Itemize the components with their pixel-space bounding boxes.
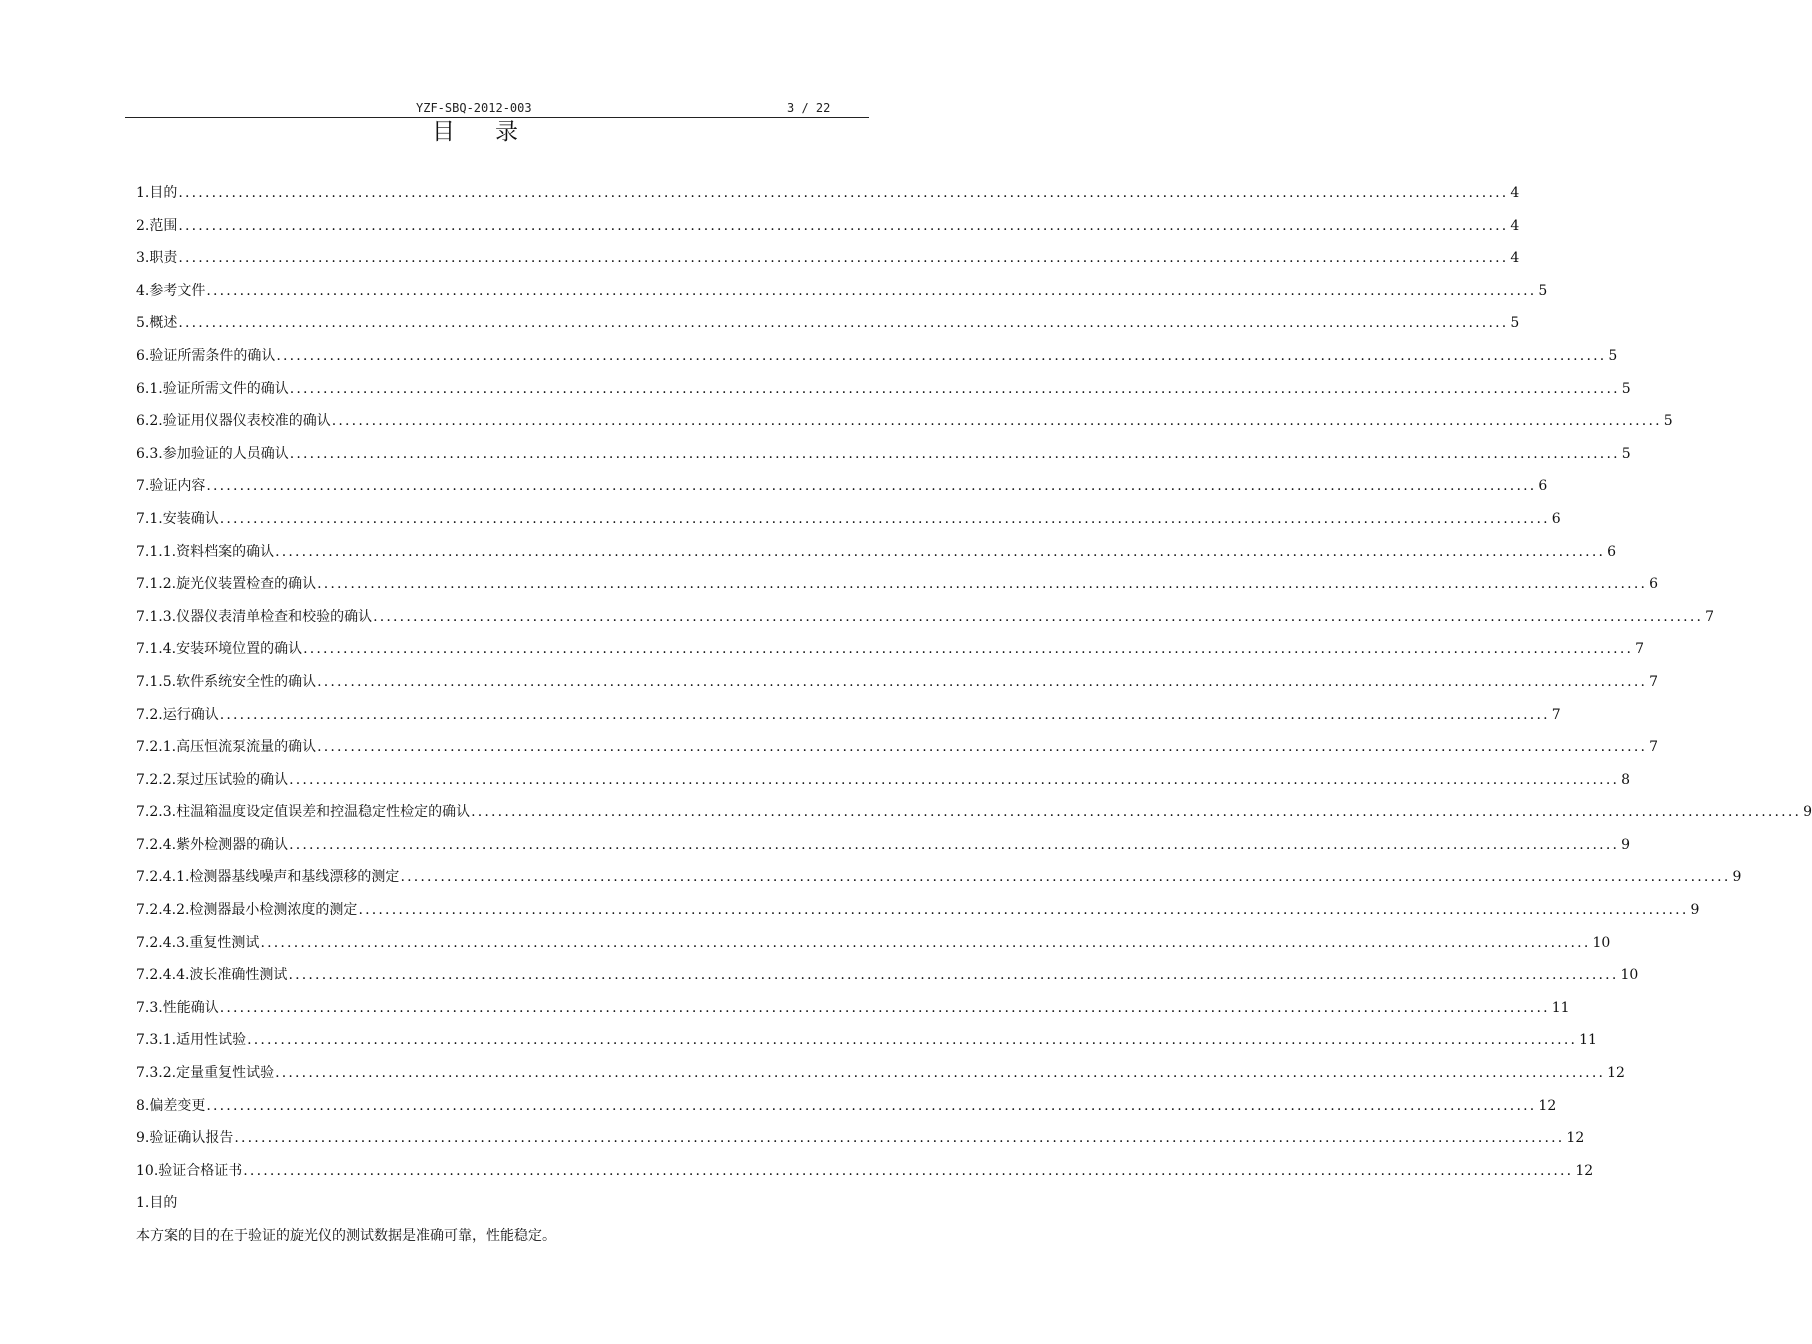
toc-title: 目录 <box>432 119 558 145</box>
toc-entry[interactable] <box>136 929 1611 962</box>
toc-dot-leader: ........................................................................................................................................................................................................ <box>206 478 1537 495</box>
toc-dot-leader: ........................................................................................................................................................................................................ <box>289 836 1620 853</box>
toc-entry[interactable] <box>136 538 1617 571</box>
toc-entry[interactable] <box>136 733 1659 766</box>
toc-entry-page: 7 <box>1705 608 1715 625</box>
toc-entry-page: 7 <box>1551 706 1561 723</box>
toc-dot-leader: ........................................................................................................................................................................................................ <box>219 999 1550 1016</box>
toc-dot-leader: ........................................................................................................................................................................................................ <box>289 445 1620 462</box>
toc-entry[interactable] <box>136 440 1631 473</box>
toc-entry-label: 5.概述 <box>136 315 178 332</box>
toc-entry[interactable] <box>136 896 1700 929</box>
toc-entry-page: 9 <box>1803 804 1812 821</box>
toc-entry-label: 6.验证所需条件的确认 <box>136 347 276 364</box>
toc-dot-leader: ........................................................................................................................................................................................................ <box>206 1097 1537 1114</box>
toc-entry-page: 7 <box>1635 641 1645 658</box>
toc-entry[interactable] <box>136 668 1659 701</box>
toc-entry-label: 7.2.运行确认 <box>136 706 219 723</box>
toc-entry[interactable] <box>136 1092 1557 1125</box>
toc-entry-label: 6.1.验证所需文件的确认 <box>136 380 289 397</box>
toc-entry-label: 6.2.验证用仪器仪表校准的确认 <box>136 413 331 430</box>
toc-entry-page: 5 <box>1538 282 1548 299</box>
toc-entry-page: 5 <box>1663 413 1673 430</box>
toc-dot-leader: ........................................................................................................................................................................................................ <box>471 804 1802 821</box>
toc-entry[interactable] <box>136 212 1520 245</box>
toc-entry-page: 7 <box>1649 739 1659 756</box>
toc-entry-label: 7.1.2.旋光仪装置检查的确认 <box>136 576 317 593</box>
toc-dot-leader: ........................................................................................................................................................................................................ <box>206 282 1537 299</box>
toc-entry[interactable] <box>136 798 1812 831</box>
toc-entry[interactable] <box>136 635 1645 668</box>
toc-entry-page: 7 <box>1649 673 1659 690</box>
toc-entry-label: 10.验证合格证书 <box>136 1162 243 1179</box>
toc-dot-leader: ........................................................................................................................................................................................................ <box>247 1032 1578 1049</box>
toc-entry[interactable] <box>136 863 1742 896</box>
toc-entry-label: 8.偏差变更 <box>136 1097 206 1114</box>
toc-dot-leader: ........................................................................................................................................................................................................ <box>178 250 1509 267</box>
toc-entry-label: 6.3.参加验证的人员确认 <box>136 445 289 462</box>
toc-entry[interactable] <box>136 1157 1594 1190</box>
toc-entry-label: 7.2.4.3.重复性测试 <box>136 934 260 951</box>
toc-entry[interactable] <box>136 570 1659 603</box>
toc-dot-leader: ........................................................................................................................................................................................................ <box>234 1130 1565 1147</box>
toc-dot-leader: ........................................................................................................................................................................................................ <box>303 641 1634 658</box>
toc-entry-page: 4 <box>1510 217 1520 234</box>
table-of-contents <box>136 179 1812 1189</box>
toc-entry[interactable] <box>136 701 1561 734</box>
toc-entry-label: 7.1.3.仪器仪表清单检查和校验的确认 <box>136 608 373 625</box>
toc-entry-page: 5 <box>1510 315 1520 332</box>
toc-entry-page: 4 <box>1510 185 1520 201</box>
toc-entry[interactable] <box>136 1124 1585 1157</box>
toc-entry-label: 7.2.1.高压恒流泵流量的确认 <box>136 739 317 756</box>
toc-dot-leader: ........................................................................................................................................................................................................ <box>178 185 1509 201</box>
toc-entry-page: 4 <box>1510 250 1520 267</box>
toc-entry[interactable] <box>136 994 1570 1027</box>
toc-entry[interactable] <box>136 505 1561 538</box>
toc-dot-leader: ........................................................................................................................................................................................................ <box>358 902 1689 919</box>
toc-entry[interactable] <box>136 277 1548 310</box>
toc-entry-page: 5 <box>1621 380 1631 397</box>
toc-entry-label: 7.1.1.资料档案的确认 <box>136 543 275 560</box>
toc-entry-page: 6 <box>1551 510 1561 527</box>
toc-entry[interactable] <box>136 472 1548 505</box>
toc-entry-page: 12 <box>1575 1162 1594 1179</box>
toc-entry-label: 2.范围 <box>136 217 178 234</box>
toc-entry-page: 9 <box>1732 869 1742 886</box>
toc-entry-page: 6 <box>1538 478 1548 495</box>
toc-entry-label: 7.3.2.定量重复性试验 <box>136 1065 275 1082</box>
toc-entry-label: 1.目的 <box>136 185 178 201</box>
toc-entry[interactable] <box>136 342 1618 375</box>
toc-entry[interactable] <box>136 375 1631 408</box>
toc-entry-label: 7.验证内容 <box>136 478 206 495</box>
toc-entry[interactable] <box>136 766 1631 799</box>
toc-entry-label: 7.1.安装确认 <box>136 510 219 527</box>
toc-dot-leader: ........................................................................................................................................................................................................ <box>289 771 1620 788</box>
toc-dot-leader: ........................................................................................................................................................................................................ <box>373 608 1704 625</box>
toc-dot-leader: ........................................................................................................................................................................................................ <box>289 380 1620 397</box>
toc-entry-label: 7.2.4.4.波长准确性测试 <box>136 967 288 984</box>
toc-entry-label: 4.参考文件 <box>136 282 206 299</box>
toc-entry-label: 7.3.1.适用性试验 <box>136 1032 247 1049</box>
toc-entry-label: 3.职责 <box>136 250 178 267</box>
toc-entry-page: 9 <box>1621 836 1631 853</box>
toc-entry[interactable] <box>136 831 1631 864</box>
toc-entry-label: 7.1.4.安装环境位置的确认 <box>136 641 303 658</box>
toc-entry-page: 10 <box>1620 967 1639 984</box>
section-paragraph: 本方案的目的在于验证的旋光仪的测试数据是准确可靠，性能稳定。 <box>136 1228 556 1244</box>
toc-dot-leader: ........................................................................................................................................................................................................ <box>317 576 1648 593</box>
section-heading: 1.目的 <box>136 1195 178 1211</box>
toc-entry-page: 11 <box>1551 999 1570 1016</box>
toc-dot-leader: ........................................................................................................................................................................................................ <box>400 869 1731 886</box>
toc-dot-leader: ........................................................................................................................................................................................................ <box>219 510 1550 527</box>
toc-entry[interactable] <box>136 1059 1625 1092</box>
toc-entry-page: 9 <box>1690 902 1700 919</box>
toc-dot-leader: ........................................................................................................................................................................................................ <box>178 315 1509 332</box>
toc-entry-label: 7.2.4.1.检测器基线噪声和基线漂移的测定 <box>136 869 400 886</box>
toc-entry-label: 7.2.4.紫外检测器的确认 <box>136 836 289 853</box>
toc-dot-leader: ........................................................................................................................................................................................................ <box>317 673 1648 690</box>
toc-dot-leader: ........................................................................................................................................................................................................ <box>317 739 1648 756</box>
toc-entry-label: 9.验证确认报告 <box>136 1130 234 1147</box>
toc-entry-page: 10 <box>1592 934 1611 951</box>
toc-entry-label: 7.2.2.泵过压试验的确认 <box>136 771 289 788</box>
toc-entry-label: 7.3.性能确认 <box>136 999 219 1016</box>
toc-dot-leader: ........................................................................................................................................................................................................ <box>288 967 1619 984</box>
toc-entry-page: 11 <box>1579 1032 1597 1049</box>
toc-entry-label: 7.2.4.2.检测器最小检测浓度的测定 <box>136 902 358 919</box>
toc-entry[interactable] <box>136 603 1715 636</box>
page-number: 3 / 22 <box>787 101 831 115</box>
toc-entry-page: 6 <box>1649 576 1659 593</box>
toc-dot-leader: ........................................................................................................................................................................................................ <box>275 543 1606 560</box>
toc-entry[interactable] <box>136 244 1520 277</box>
toc-entry-page: 6 <box>1607 543 1617 560</box>
document-number: YZF-SBQ-2012-003 <box>416 101 532 115</box>
toc-dot-leader: ........................................................................................................................................................................................................ <box>260 934 1591 951</box>
toc-entry[interactable] <box>136 179 1520 212</box>
toc-dot-leader: ........................................................................................................................................................................................................ <box>243 1162 1574 1179</box>
toc-entry-label: 7.2.3.柱温箱温度设定值误差和控温稳定性检定的确认 <box>136 804 471 821</box>
toc-entry-page: 12 <box>1566 1130 1585 1147</box>
toc-entry[interactable] <box>136 407 1673 440</box>
toc-entry-label: 7.1.5.软件系统安全性的确认 <box>136 673 317 690</box>
toc-entry-page: 12 <box>1538 1097 1557 1114</box>
toc-dot-leader: ........................................................................................................................................................................................................ <box>219 706 1550 723</box>
toc-entry[interactable] <box>136 961 1639 994</box>
toc-dot-leader: ........................................................................................................................................................................................................ <box>276 347 1607 364</box>
toc-entry[interactable] <box>136 309 1520 342</box>
toc-entry-page: 8 <box>1621 771 1631 788</box>
toc-entry-page: 5 <box>1608 347 1618 364</box>
toc-dot-leader: ........................................................................................................................................................................................................ <box>331 413 1662 430</box>
toc-dot-leader: ........................................................................................................................................................................................................ <box>178 217 1509 234</box>
toc-entry[interactable] <box>136 1026 1597 1059</box>
toc-entry-page: 12 <box>1607 1065 1625 1082</box>
toc-dot-leader: ........................................................................................................................................................................................................ <box>275 1065 1606 1082</box>
toc-entry-page: 5 <box>1621 445 1631 462</box>
